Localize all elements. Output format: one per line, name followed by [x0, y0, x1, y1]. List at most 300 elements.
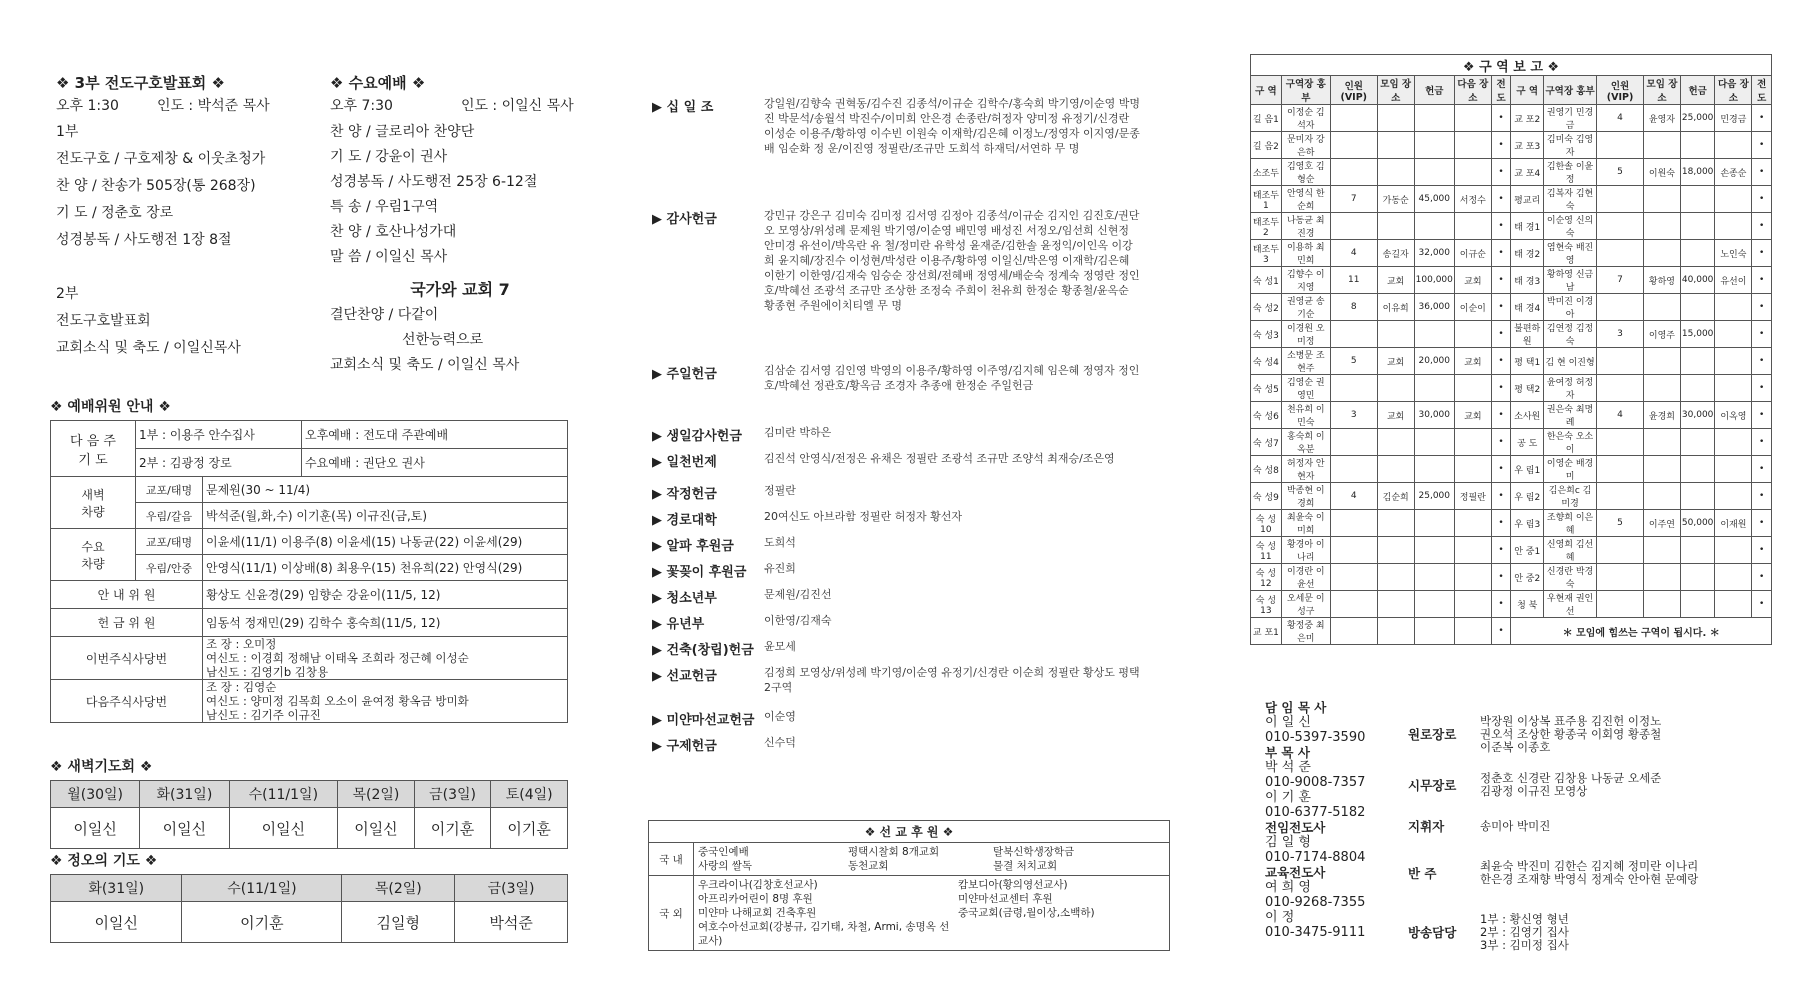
district-cell — [1454, 132, 1491, 159]
committee-section — [50, 396, 568, 723]
district-cell: • — [1752, 348, 1772, 375]
district-cell — [1715, 429, 1752, 456]
offering-names: 이순영 — [764, 710, 796, 723]
district-cell: 청 북 — [1511, 591, 1544, 618]
mission-item: 중국교회(금령,월이상,소백하) — [958, 907, 1095, 919]
district-cell: 교회 — [1454, 267, 1491, 294]
district-cell: 8 — [1330, 294, 1377, 321]
district-cell: 이순이 — [1454, 294, 1491, 321]
district-cell — [1643, 213, 1680, 240]
district-cell: 20,000 — [1414, 348, 1454, 375]
wednesday-leader: 인도 : 이일신 목사 — [460, 98, 574, 114]
mission-item: 여호수아선교회(강봉규, 김기태, 차철, Armi, 송명옥 선교사) — [698, 921, 950, 947]
prayer-leader: 이기훈 — [414, 808, 491, 849]
district-cell: • — [1491, 348, 1511, 375]
district-cell: 교회 — [1377, 267, 1414, 294]
district-cell — [1680, 348, 1715, 375]
mission-item: 우크라이나(김창호선교사) — [698, 879, 818, 891]
offering-names: 이한영/김재숙 — [764, 614, 832, 627]
offering-row — [652, 735, 1142, 761]
district-cell: 태 경1 — [1511, 213, 1544, 240]
prayer-day: 화(31일) — [51, 875, 182, 902]
district-cell: 최윤숙 이미희 — [1281, 510, 1330, 537]
offering-names: 강민규 강은구 김미숙 김미정 김서영 김정아 김종석/이규순 김지인 김진호/권단오 모영상/위성례 문제원 박기영/이순영 배민영 배성진 서정오/임선희 신현정 안미경 유선이/박옥란 유 철/정미란 유학성 윤재준/김한솔 윤정익/이인옥 이강희 윤지혜/장진수 이성현/박성란 이용주/황하영 이일신/박은영 이재학/김은혜 이한기 이한영/김재숙 임승순 장선희/전혜배 정영세/배순숙 정계숙 정영란 정인호/박혜선 조광석 조규만 조상한 조정숙 주희이 천유희 한정순 황종철/윤옥순 황종현 주원에이치티엘 무 명 — [764, 209, 1140, 312]
staff-role — [1408, 844, 1768, 902]
offering-name: ▶ 선교헌금 — [652, 669, 717, 684]
district-header: 인원 (VIP) — [1330, 76, 1377, 105]
prayer-day: 목(2일) — [338, 781, 415, 808]
offering-name: ▶ 주일헌금 — [652, 367, 717, 382]
district-cell: 5 — [1597, 510, 1644, 537]
prayer-leader: 김일형 — [342, 902, 455, 943]
district-cell: 32,000 — [1414, 240, 1454, 267]
district-cell — [1715, 213, 1752, 240]
offering-committee-names: 임동석 정재민(29) 김학수 홍숙희(11/5, 12) — [203, 609, 568, 637]
district-cell: 길 음1 — [1251, 105, 1282, 132]
district-cell: • — [1752, 510, 1772, 537]
program-line: 찬 양 / 찬송가 505장(통 268장) — [56, 178, 256, 194]
district-cell: 이정순 김석자 — [1281, 105, 1330, 132]
district-section — [1250, 54, 1772, 645]
offering-row — [652, 509, 1142, 535]
district-cell: 권영기 민경금 — [1544, 105, 1597, 132]
offering-name: ▶ 작정헌금 — [652, 487, 717, 502]
staff-role — [1408, 706, 1768, 762]
offering-names: 김정희 모영상/위성례 박기영/이순영 유정기/신경란 이순희 정필란 황상도 평택2구역 — [764, 666, 1140, 694]
district-cell: 교 포1 — [1251, 618, 1282, 645]
district-cell: 이주연 — [1643, 510, 1680, 537]
district-cell — [1680, 375, 1715, 402]
district-cell: • — [1491, 402, 1511, 429]
edu2-name: 이 정 — [1265, 910, 1295, 925]
district-cell — [1377, 618, 1414, 645]
noon-prayer-table — [50, 874, 568, 943]
meal-now-list — [203, 637, 568, 680]
wed-car-label: 수요 차량 — [51, 529, 136, 581]
district-table — [1250, 54, 1772, 645]
staff-role — [1408, 902, 1768, 962]
dawn-r1-area: 교포/태명 — [136, 477, 203, 503]
district-cell — [1414, 456, 1454, 483]
district-cell — [1597, 537, 1644, 564]
roles-list — [1408, 706, 1768, 962]
district-cell — [1330, 375, 1377, 402]
edu2-phone: 010-3475-9111 — [1265, 925, 1366, 940]
mission-table — [648, 820, 1170, 951]
district-cell: • — [1752, 132, 1772, 159]
district-cell — [1330, 105, 1377, 132]
offering-row — [652, 96, 1142, 208]
district-cell: • — [1491, 375, 1511, 402]
district-cell: • — [1491, 105, 1511, 132]
offering-row — [652, 639, 1142, 665]
district-cell — [1597, 240, 1644, 267]
mission-item: 탈북신학생장학금 — [993, 846, 1075, 858]
district-cell: 7 — [1597, 267, 1644, 294]
offering-row — [652, 425, 1142, 451]
district-cell — [1715, 483, 1752, 510]
district-cell: 박종현 이경희 — [1281, 483, 1330, 510]
district-cell: 이경원 오미정 — [1281, 321, 1330, 348]
district-cell: 안 중2 — [1511, 564, 1544, 591]
district-cell — [1377, 537, 1414, 564]
district-header: 다음 장소 — [1715, 76, 1752, 105]
district-cell: 11 — [1330, 267, 1377, 294]
offering-row — [652, 451, 1142, 483]
district-cell: 서정수 — [1454, 186, 1491, 213]
district-cell — [1414, 564, 1454, 591]
district-cell: • — [1752, 294, 1772, 321]
district-cell — [1597, 591, 1644, 618]
district-cell — [1643, 483, 1680, 510]
district-cell: 우 림1 — [1511, 456, 1544, 483]
district-cell: • — [1752, 456, 1772, 483]
offering-name: ▶ 미얀마선교헌금 — [652, 713, 755, 728]
prayer-day: 목(2일) — [342, 875, 455, 902]
staff-role — [1408, 762, 1768, 808]
pastor-phone: 010-5397-3590 — [1265, 730, 1366, 745]
wednesday-title: ❖ 수요예배 ❖ — [330, 74, 426, 92]
prayer-leader: 이일신 — [51, 808, 140, 849]
district-cell: 이규순 — [1454, 240, 1491, 267]
district-cell: • — [1752, 429, 1772, 456]
district-cell: 교회 — [1377, 402, 1414, 429]
district-header: 인원 (VIP) — [1597, 76, 1644, 105]
mission-item: 미얀마선교센터 후원 — [958, 893, 1053, 905]
district-cell: 30,000 — [1680, 402, 1715, 429]
staff-role-label: 반 주 — [1408, 866, 1437, 881]
meal-duty-line: 남신도 : 김기주 이규진 — [206, 708, 321, 722]
district-cell — [1377, 564, 1414, 591]
program-line: 특 송 / 우림1구역 — [330, 199, 439, 215]
district-cell: 숙 성1 — [1251, 267, 1282, 294]
staff-role-label: 지휘자 — [1408, 819, 1445, 834]
district-cell: 윤영자 — [1643, 105, 1680, 132]
district-cell — [1330, 618, 1377, 645]
district-cell — [1414, 105, 1454, 132]
offering-row — [652, 483, 1142, 509]
district-cell — [1454, 105, 1491, 132]
district-cell: 우 림3 — [1511, 510, 1544, 537]
mission-item: 중국인예배 — [698, 846, 749, 858]
prayer-day: 수(11/1일) — [229, 781, 338, 808]
district-cell: 홍숙희 이옥분 — [1281, 429, 1330, 456]
dawn-prayer-section — [50, 756, 568, 849]
district-cell: 40,000 — [1680, 267, 1715, 294]
district-cell: • — [1752, 564, 1772, 591]
staff-role-names: 1부 : 황신영 형년 2부 : 김영기 집사 3부 : 김미정 집사 — [1480, 911, 1569, 952]
wednesday-time: 오후 7:30 — [330, 98, 393, 114]
staff-section — [1265, 700, 1425, 940]
district-cell: 김연정 김정숙 — [1544, 321, 1597, 348]
next-week-label: 다 음 주 기 도 — [51, 421, 136, 477]
mission-foreign-list — [694, 876, 1170, 951]
district-cell: 교회 — [1377, 348, 1414, 375]
district-cell: 태조두2 — [1251, 213, 1282, 240]
district-cell: 권은숙 최명례 — [1544, 402, 1597, 429]
district-cell: • — [1491, 591, 1511, 618]
service3-leader: 인도 : 박석준 목사 — [156, 98, 270, 114]
district-cell — [1454, 213, 1491, 240]
district-cell: 조향희 이은혜 — [1544, 510, 1597, 537]
mission-item: 동천교회 — [848, 860, 889, 872]
district-cell: • — [1491, 456, 1511, 483]
district-cell: 이유희 — [1377, 294, 1414, 321]
prayer-leader: 이일신 — [229, 808, 338, 849]
mission-title: ❖ 선 교 후 원 ❖ — [649, 821, 1170, 843]
district-header: 모임 장소 — [1377, 76, 1414, 105]
district-cell — [1680, 591, 1715, 618]
offerings-list — [652, 96, 1142, 761]
offering-names: 정필란 — [764, 484, 796, 497]
district-cell — [1643, 456, 1680, 483]
district-cell: 송길자 — [1377, 240, 1414, 267]
district-cell — [1715, 375, 1752, 402]
mission-domestic-list — [694, 843, 1170, 876]
district-cell — [1377, 591, 1414, 618]
assoc1-phone: 010-9008-7357 — [1265, 775, 1366, 790]
district-cell — [1680, 132, 1715, 159]
district-header: 모임 장소 — [1643, 76, 1680, 105]
district-cell — [1715, 348, 1752, 375]
district-cell — [1597, 132, 1644, 159]
district-cell: 숙 성8 — [1251, 456, 1282, 483]
committee-title: ❖ 예배위원 안내 ❖ — [50, 399, 171, 415]
wed-r1-names: 이윤세(11/1) 이용주(8) 이윤세(15) 나동균(22) 이윤세(29) — [203, 529, 568, 555]
district-cell — [1597, 294, 1644, 321]
district-cell: 평교리 — [1511, 186, 1544, 213]
district-cell — [1414, 537, 1454, 564]
staff-role-label: 원로장로 — [1408, 727, 1457, 742]
offering-names: 도희석 — [764, 536, 796, 549]
staff-role — [1408, 808, 1768, 844]
district-cell — [1597, 213, 1644, 240]
district-cell — [1377, 510, 1414, 537]
district-cell — [1454, 564, 1491, 591]
dawn-r2-names: 박석준(월,화,수) 이기훈(목) 이규진(금,토) — [203, 503, 568, 529]
district-cell — [1643, 591, 1680, 618]
district-cell — [1680, 213, 1715, 240]
meal-duty-line: 조 장 : 오미정 — [206, 637, 277, 651]
district-cell — [1330, 537, 1377, 564]
district-cell: 오세문 이성구 — [1281, 591, 1330, 618]
service3-program — [56, 125, 326, 368]
prayer-day: 금(3일) — [455, 875, 568, 902]
edu1-name: 여 희 영 — [1265, 880, 1311, 895]
district-cell: 권영균 송기순 — [1281, 294, 1330, 321]
offering-name: ▶ 일천번제 — [652, 455, 717, 470]
mission-item: 사랑의 쌀독 — [698, 860, 753, 872]
district-cell: 김 현 이진형 — [1544, 348, 1597, 375]
wed-r2-names: 안영식(11/1) 이상배(8) 최용우(15) 천유희(22) 안영식(29) — [203, 555, 568, 581]
district-cell: 황경아 이나리 — [1281, 537, 1330, 564]
district-cell — [1330, 591, 1377, 618]
district-cell — [1377, 429, 1414, 456]
district-header: 구역장 홍부 — [1281, 76, 1330, 105]
district-cell: 이순영 신의숙 — [1544, 213, 1597, 240]
district-cell: 태조두3 — [1251, 240, 1282, 267]
district-cell — [1715, 294, 1752, 321]
pastor-label: 담 임 목 사 — [1265, 700, 1327, 715]
district-cell: 숙 성6 — [1251, 402, 1282, 429]
district-cell: 안 중1 — [1511, 537, 1544, 564]
district-cell: 숙 성9 — [1251, 483, 1282, 510]
district-cell — [1454, 375, 1491, 402]
program-line: 1부 — [56, 124, 79, 140]
district-cell — [1643, 348, 1680, 375]
district-cell: 황하영 신금남 — [1544, 267, 1597, 294]
district-cell — [1330, 510, 1377, 537]
edu-label: 교육전도사 — [1265, 865, 1326, 880]
district-cell — [1414, 159, 1454, 186]
offering-names: 강일원/김향숙 권혁동/김수진 김종석/이규순 김학수/홍숙희 박기영/이순영 박명진 박문석/송월석 박진수/이미희 안은경 손종란/허정자 양미정 유정기/신경란 이성순 이용주/황하영 이수빈 이원숙 이재학/김은혜 이정노/정영자 이지영/문종배 임순화 정 운/이진영 정필란/조규만 도희석 하재덕/서연하 무 명 — [764, 97, 1141, 155]
prayer-leader: 이일신 — [140, 808, 229, 849]
mission-item: 물결 처치교회 — [993, 860, 1058, 872]
district-cell: • — [1752, 267, 1772, 294]
prayer-day: 금(3일) — [414, 781, 491, 808]
evang-label: 전임전도사 — [1265, 820, 1326, 835]
district-cell: 숙 성10 — [1251, 510, 1282, 537]
mission-item: 캄보디아(황의영선교사) — [958, 879, 1068, 891]
district-cell — [1643, 132, 1680, 159]
mission-item: 평택시찰회 8개교회 — [848, 846, 940, 858]
district-cell: 이영순 배경미 — [1544, 456, 1597, 483]
district-cell: 황정중 최은미 — [1281, 618, 1330, 645]
district-cell — [1414, 510, 1454, 537]
district-cell: • — [1752, 402, 1772, 429]
district-cell: 정필란 — [1454, 483, 1491, 510]
staff-role-label: 방송담당 — [1408, 925, 1457, 940]
district-cell: 15,000 — [1680, 321, 1715, 348]
guide-label: 안 내 위 원 — [51, 581, 203, 609]
district-cell: • — [1752, 186, 1772, 213]
mission-foreign-label: 국 외 — [649, 876, 694, 951]
district-cell: 18,000 — [1680, 159, 1715, 186]
prayer-day: 수(11/1일) — [182, 875, 342, 902]
district-cell — [1715, 456, 1752, 483]
wed-r1-area: 교포/태명 — [136, 529, 203, 555]
district-cell: 숙 성3 — [1251, 321, 1282, 348]
wednesday-program-2 — [330, 308, 590, 383]
district-cell: • — [1752, 159, 1772, 186]
mission-item: 아프리카어린이 8명 후원 — [698, 893, 813, 905]
prayer-leader: 이일신 — [338, 808, 415, 849]
offering-name: ▶ 꽃꽂이 후원금 — [652, 565, 747, 580]
district-cell — [1414, 429, 1454, 456]
staff-role-names: 정춘호 신경란 김창용 나동균 오세준 김광정 이규진 모영상 — [1480, 771, 1662, 798]
district-header: 구 역 — [1511, 76, 1544, 105]
guide-names: 황상도 신윤경(29) 임향순 강윤이(11/5, 12) — [203, 581, 568, 609]
district-cell: 숙 성11 — [1251, 537, 1282, 564]
prayer-leader: 박석준 — [455, 902, 568, 943]
offering-name: ▶ 유년부 — [652, 617, 705, 632]
district-cell: 윤경희 — [1643, 402, 1680, 429]
district-cell — [1680, 564, 1715, 591]
district-cell: 허정자 안현자 — [1281, 456, 1330, 483]
district-cell: 이원숙 — [1643, 159, 1680, 186]
district-cell: • — [1491, 240, 1511, 267]
program-line: 2부 — [56, 286, 79, 302]
district-cell: 25,000 — [1680, 105, 1715, 132]
district-cell: 김한솔 이윤정 — [1544, 159, 1597, 186]
staff-role-names: 송미아 박미진 — [1480, 818, 1551, 833]
program-line: 찬 양 / 호산나성가대 — [330, 224, 457, 240]
mission-domestic-label: 국 내 — [649, 843, 694, 876]
offering-names: 20여신도 아브라함 정필란 허정자 황선자 — [764, 510, 962, 523]
district-cell: 숙 성7 — [1251, 429, 1282, 456]
district-cell — [1643, 564, 1680, 591]
district-cell — [1715, 537, 1752, 564]
district-cell: 100,000 — [1414, 267, 1454, 294]
next-prayer-2b: 수요예배 : 권단오 권사 — [302, 449, 568, 477]
district-cell — [1414, 618, 1454, 645]
district-cell — [1377, 213, 1414, 240]
district-cell: • — [1491, 618, 1511, 645]
program-line: 결단찬양 / 다같이 — [330, 307, 439, 323]
district-cell — [1454, 456, 1491, 483]
dawn-r2-area: 우림/갈음 — [136, 503, 203, 529]
program-line: 기 도 / 강윤이 권사 — [330, 149, 448, 165]
offering-row — [652, 561, 1142, 587]
offering-names: 윤모세 — [764, 640, 796, 653]
district-cell: • — [1491, 294, 1511, 321]
prayer-day: 월(30일) — [51, 781, 140, 808]
district-cell: 노인숙 — [1715, 240, 1752, 267]
district-cell: 태조두1 — [1251, 186, 1282, 213]
district-cell: 7 — [1330, 186, 1377, 213]
district-cell: 교 포3 — [1511, 132, 1544, 159]
district-cell — [1330, 429, 1377, 456]
district-cell: 교회 — [1454, 348, 1491, 375]
district-cell — [1454, 321, 1491, 348]
district-cell: • — [1491, 483, 1511, 510]
district-cell: • — [1491, 564, 1511, 591]
district-cell: • — [1491, 186, 1511, 213]
dawn-prayer-title: ❖ 새벽기도회 ❖ — [50, 759, 153, 775]
district-cell: 숙 성4 — [1251, 348, 1282, 375]
district-cell: 4 — [1330, 483, 1377, 510]
meal-duty-line: 여신도 : 양미정 김목희 오소이 윤여정 황옥금 방미화 — [206, 694, 469, 708]
district-cell: • — [1752, 591, 1772, 618]
district-cell — [1414, 213, 1454, 240]
district-cell: 한은숙 오소이 — [1544, 429, 1597, 456]
district-cell — [1377, 321, 1414, 348]
district-cell — [1454, 537, 1491, 564]
staff-role-names: 박장원 이상복 표주용 김진헌 이정노 권오석 조상한 황종국 이회영 황종철 이준복 이종호 — [1480, 713, 1662, 754]
district-cell: 불편하원 — [1511, 321, 1544, 348]
district-cell: 길 음2 — [1251, 132, 1282, 159]
district-header: 구역장 홍부 — [1544, 76, 1597, 105]
offering-name: ▶ 알파 후원금 — [652, 539, 734, 554]
district-cell — [1330, 159, 1377, 186]
district-footer: ＊ 모임에 힘쓰는 구역이 됩시다. ＊ — [1511, 618, 1772, 645]
district-cell — [1680, 537, 1715, 564]
program-line: 기 도 / 정춘호 장로 — [56, 205, 174, 221]
district-cell: 김영호 김형순 — [1281, 159, 1330, 186]
committee-table — [50, 420, 568, 723]
district-cell: • — [1491, 510, 1511, 537]
district-cell: • — [1491, 267, 1511, 294]
district-cell: 5 — [1597, 159, 1644, 186]
service3-section — [56, 72, 326, 368]
district-cell: • — [1752, 213, 1772, 240]
district-cell — [1330, 456, 1377, 483]
district-cell — [1597, 429, 1644, 456]
mission-section — [648, 820, 1170, 951]
district-cell: 문미자 강은하 — [1281, 132, 1330, 159]
district-cell: 태 경3 — [1511, 267, 1544, 294]
district-cell: 4 — [1330, 240, 1377, 267]
